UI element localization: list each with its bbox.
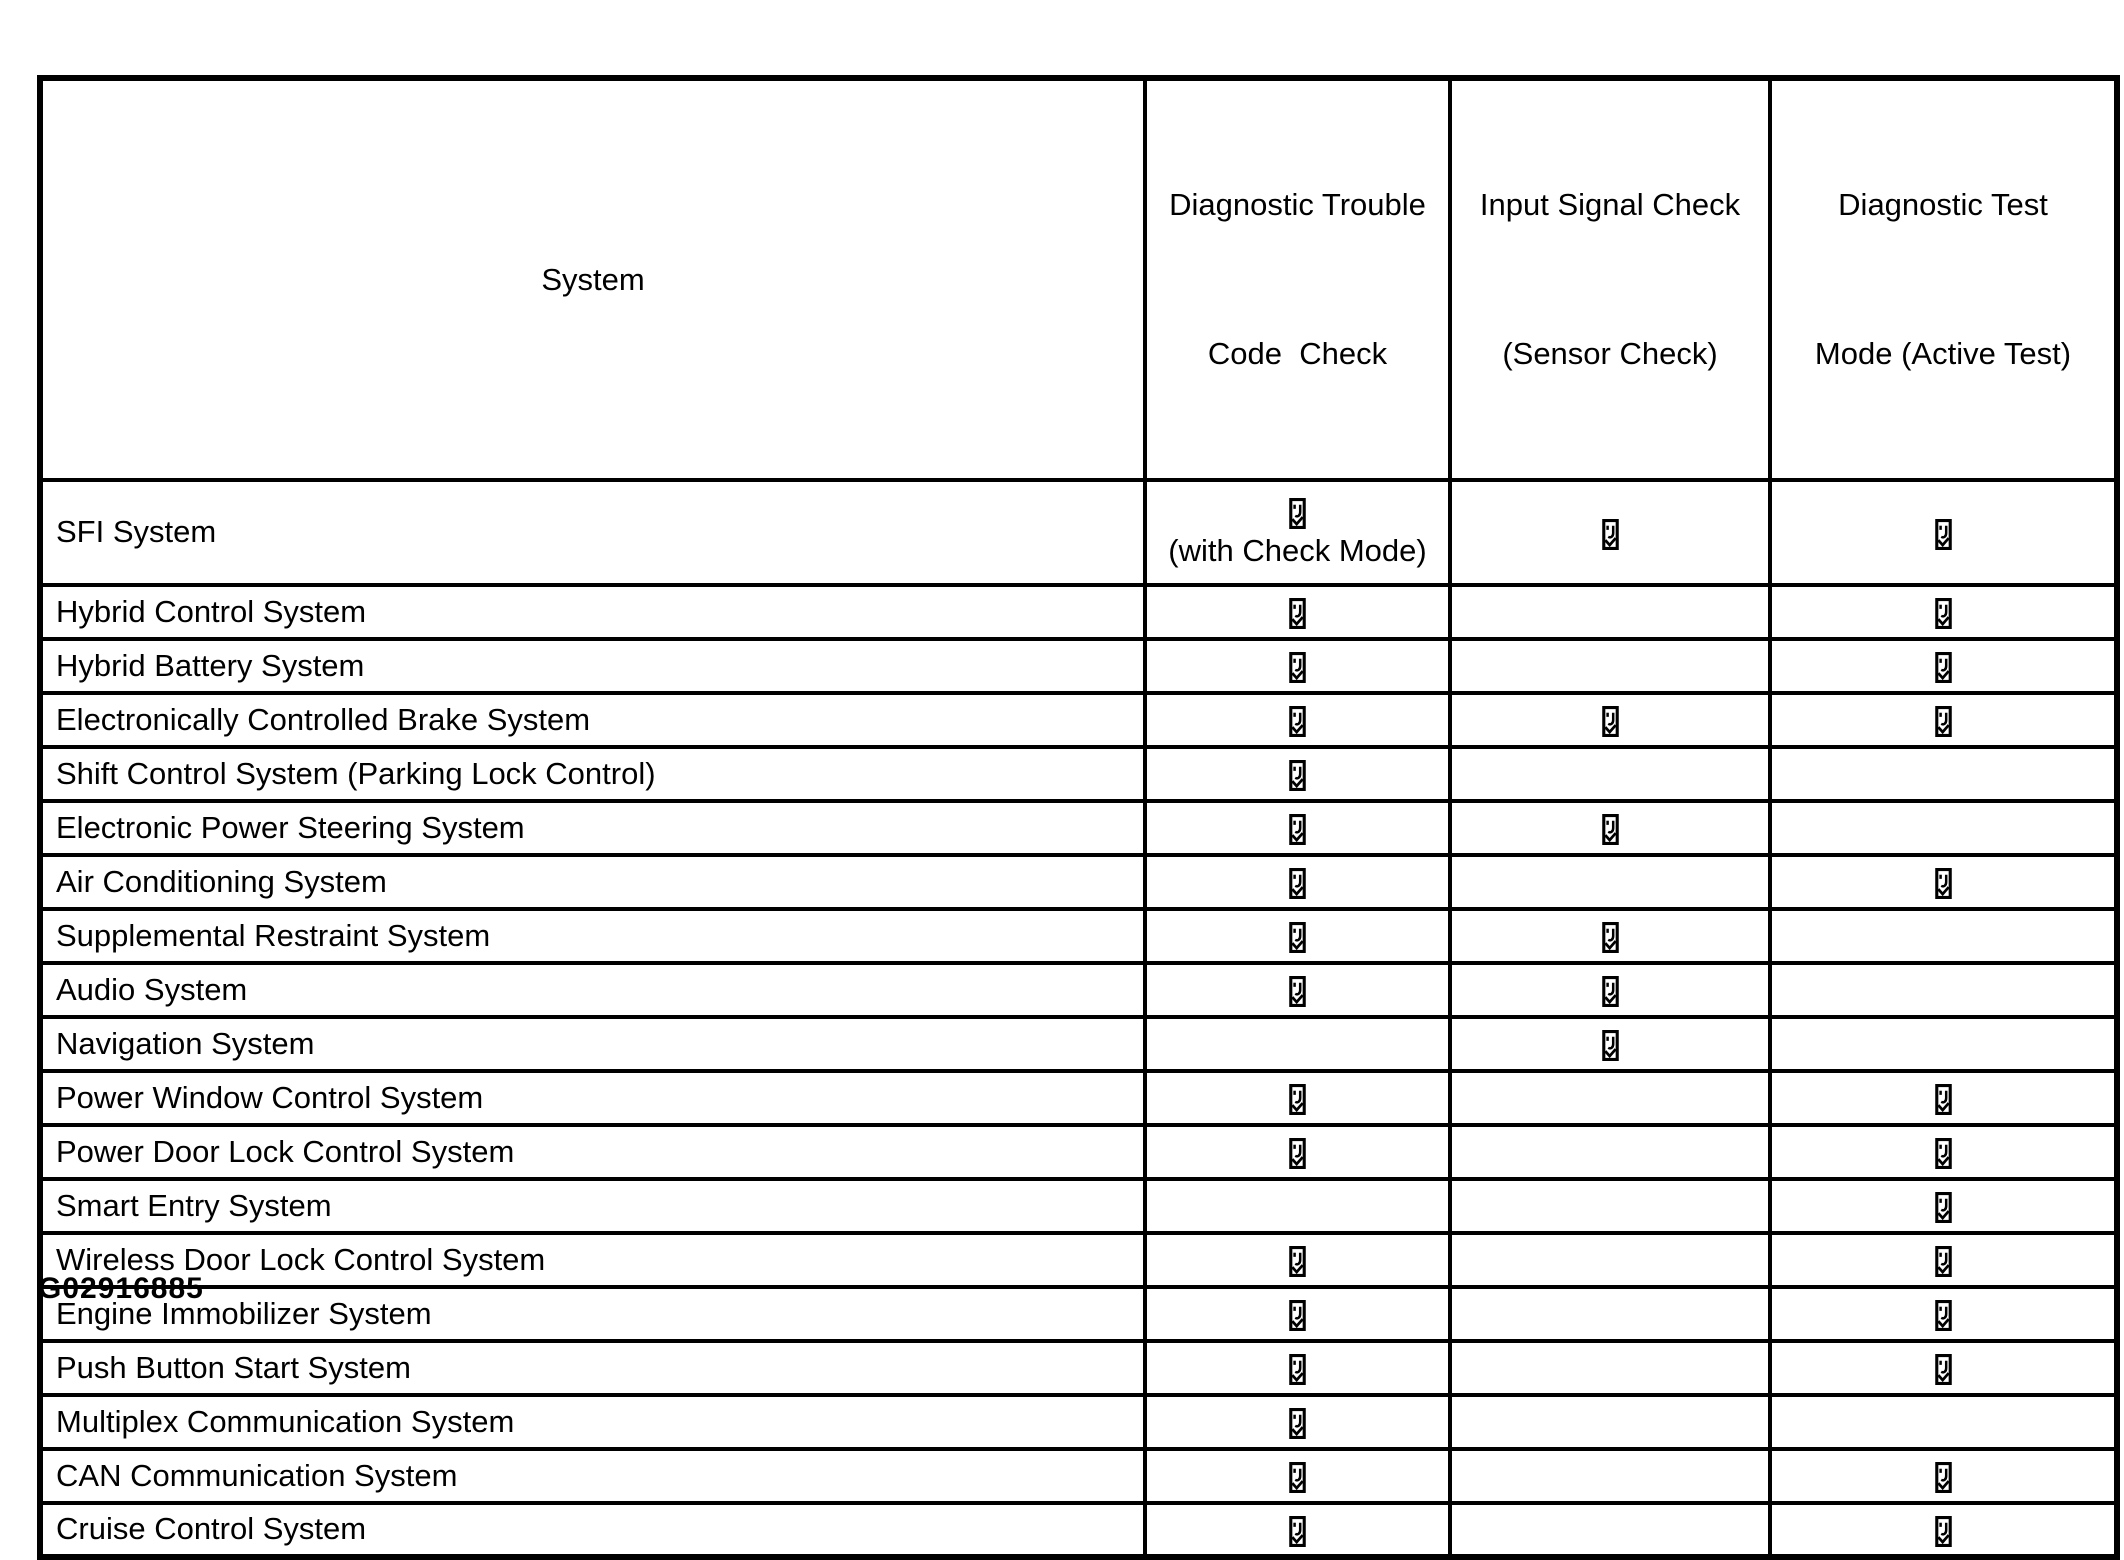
input-signal-check-cell [1450,963,1770,1017]
header-dtm-line1: Diagnostic Test [1838,187,2048,223]
system-name-cell: Power Door Lock Control System [40,1125,1145,1179]
check-icon [1935,1300,1952,1331]
dtc-check-cell [1145,1179,1450,1233]
dtc-check-cell [1145,1017,1450,1071]
input-signal-check-cell [1450,1503,1770,1557]
input-signal-check-cell [1450,747,1770,801]
table-row [40,480,2117,585]
system-name-cell: Electronically Controlled Brake System [40,693,1145,747]
system-name-cell: Air Conditioning System [40,855,1145,909]
active-test-check-cell [1770,747,2117,801]
dtc-check-cell [1145,747,1450,801]
check-icon [1289,814,1306,845]
figure-code: G02916885 [38,1272,204,1305]
table-row [40,1233,2117,1287]
header-system [40,78,1145,480]
system-name-cell: Supplemental Restraint System [40,909,1145,963]
input-signal-check-cell [1450,1449,1770,1503]
system-name-cell: SFI System [40,480,1145,585]
input-signal-check-cell [1450,480,1770,585]
dtc-check-cell [1145,1503,1450,1557]
active-test-check-cell [1770,1017,2117,1071]
input-signal-check-cell [1450,1125,1770,1179]
system-name-cell: Smart Entry System [40,1179,1145,1233]
input-signal-check-cell [1450,801,1770,855]
active-test-check-cell [1770,855,2117,909]
check-icon [1935,1516,1952,1547]
check-icon [1289,760,1306,791]
active-test-check-cell [1770,909,2117,963]
check-icon [1289,976,1306,1007]
active-test-check-cell [1770,1395,2117,1449]
system-name-cell: Navigation System [40,1017,1145,1071]
system-name-cell: Audio System [40,963,1145,1017]
check-icon [1289,868,1306,899]
active-test-check-cell [1770,963,2117,1017]
active-test-check-cell [1770,1125,2117,1179]
header-row [40,78,2117,480]
check-icon [1602,922,1619,953]
input-signal-check-cell [1450,1341,1770,1395]
header-dtc-check [1145,78,1450,480]
check-icon [1289,498,1306,529]
check-icon [1602,1030,1619,1061]
header-isc-line2: (Sensor Check) [1502,335,1718,371]
system-name-cell: Wireless Door Lock Control System [40,1233,1145,1287]
check-icon [1602,706,1619,737]
table-row [40,585,2117,639]
input-signal-check-cell [1450,855,1770,909]
table-row [40,801,2117,855]
table-row [40,693,2117,747]
active-test-check-cell [1770,1179,2117,1233]
active-test-check-cell [1770,1503,2117,1557]
header-dtm-line2: Mode (Active Test) [1814,335,2072,371]
check-icon [1289,1084,1306,1115]
dtc-check-cell [1145,1395,1450,1449]
check-icon [1935,519,1952,550]
input-signal-check-cell [1450,1017,1770,1071]
dtc-check-cell [1145,693,1450,747]
dtc-check-cell [1145,1341,1450,1395]
check-icon [1935,652,1952,683]
table-row [40,1125,2117,1179]
input-signal-check-cell [1450,585,1770,639]
dtc-check-cell [1145,585,1450,639]
check-icon [1935,868,1952,899]
check-mode-note: (with Check Mode) [1168,533,1427,569]
input-signal-check-cell [1450,1179,1770,1233]
header-input-signal-check [1450,78,1770,480]
table-row [40,1395,2117,1449]
active-test-check-cell [1770,1287,2117,1341]
active-test-check-cell [1770,1449,2117,1503]
system-name-cell: Power Window Control System [40,1071,1145,1125]
check-icon [1602,814,1619,845]
check-icon [1289,1516,1306,1547]
dtc-check-cell [1145,801,1450,855]
check-icon [1935,598,1952,629]
system-name-cell: Electronic Power Steering System [40,801,1145,855]
dtc-check-cell [1145,1287,1450,1341]
system-name-cell: Multiplex Communication System [40,1395,1145,1449]
check-icon [1935,1192,1952,1223]
input-signal-check-cell [1450,1071,1770,1125]
check-icon [1935,1354,1952,1385]
table-row [40,1071,2117,1125]
input-signal-check-cell [1450,1395,1770,1449]
system-name-cell: Engine Immobilizer System [40,1287,1145,1341]
table-row [40,1449,2117,1503]
dtc-check-cell [1145,909,1450,963]
table-row [40,1287,2117,1341]
header-dtc-line2: Code Check [1207,335,1388,371]
dtc-check-cell [1145,855,1450,909]
system-name-cell: Shift Control System (Parking Lock Control) [40,747,1145,801]
input-signal-check-cell [1450,693,1770,747]
check-icon [1289,1354,1306,1385]
check-icon [1935,1462,1952,1493]
table-row [40,747,2117,801]
dtc-check-cell [1145,1125,1450,1179]
active-test-check-cell [1770,585,2117,639]
input-signal-check-cell [1450,639,1770,693]
check-icon [1289,1408,1306,1439]
table-body [40,480,2117,1557]
system-name-cell: Cruise Control System [40,1503,1145,1557]
check-icon [1289,598,1306,629]
table-row [40,1017,2117,1071]
check-icon [1289,1246,1306,1277]
active-test-check-cell [1770,693,2117,747]
check-icon [1602,976,1619,1007]
table-row [40,855,2117,909]
system-name-cell: Hybrid Battery System [40,639,1145,693]
dtc-check-cell [1145,639,1450,693]
header-dtc-line1: Diagnostic Trouble [1169,187,1426,223]
check-icon [1935,1084,1952,1115]
active-test-check-cell [1770,801,2117,855]
header-diagnostic-test-mode [1770,78,2117,480]
table-row [40,1179,2117,1233]
check-icon [1289,652,1306,683]
diagnostic-function-table [37,75,2120,1560]
check-icon [1935,1246,1952,1277]
table-row [40,1341,2117,1395]
active-test-check-cell [1770,1233,2117,1287]
check-icon [1602,519,1619,550]
table-header [40,78,2117,480]
dtc-check-cell [1145,1449,1450,1503]
dtc-check-cell [1145,480,1450,585]
dtc-check-cell [1145,963,1450,1017]
active-test-check-cell [1770,1071,2117,1125]
check-icon [1935,1138,1952,1169]
check-icon [1289,1138,1306,1169]
input-signal-check-cell [1450,909,1770,963]
table-row [40,909,2117,963]
header-isc-line1: Input Signal Check [1479,187,1741,223]
input-signal-check-cell [1450,1287,1770,1341]
system-name-cell: CAN Communication System [40,1449,1145,1503]
active-test-check-cell [1770,639,2117,693]
check-icon [1289,706,1306,737]
dtc-check-cell [1145,1233,1450,1287]
check-icon [1289,1300,1306,1331]
table-row [40,963,2117,1017]
system-name-cell: Push Button Start System [40,1341,1145,1395]
active-test-check-cell [1770,1341,2117,1395]
system-name-cell: Hybrid Control System [40,585,1145,639]
table-row [40,1503,2117,1557]
table-row [40,639,2117,693]
active-test-check-cell [1770,480,2117,585]
header-system-label: System [541,261,645,297]
check-icon [1289,922,1306,953]
check-icon [1935,706,1952,737]
check-icon [1289,1462,1306,1493]
input-signal-check-cell [1450,1233,1770,1287]
dtc-check-cell [1145,1071,1450,1125]
